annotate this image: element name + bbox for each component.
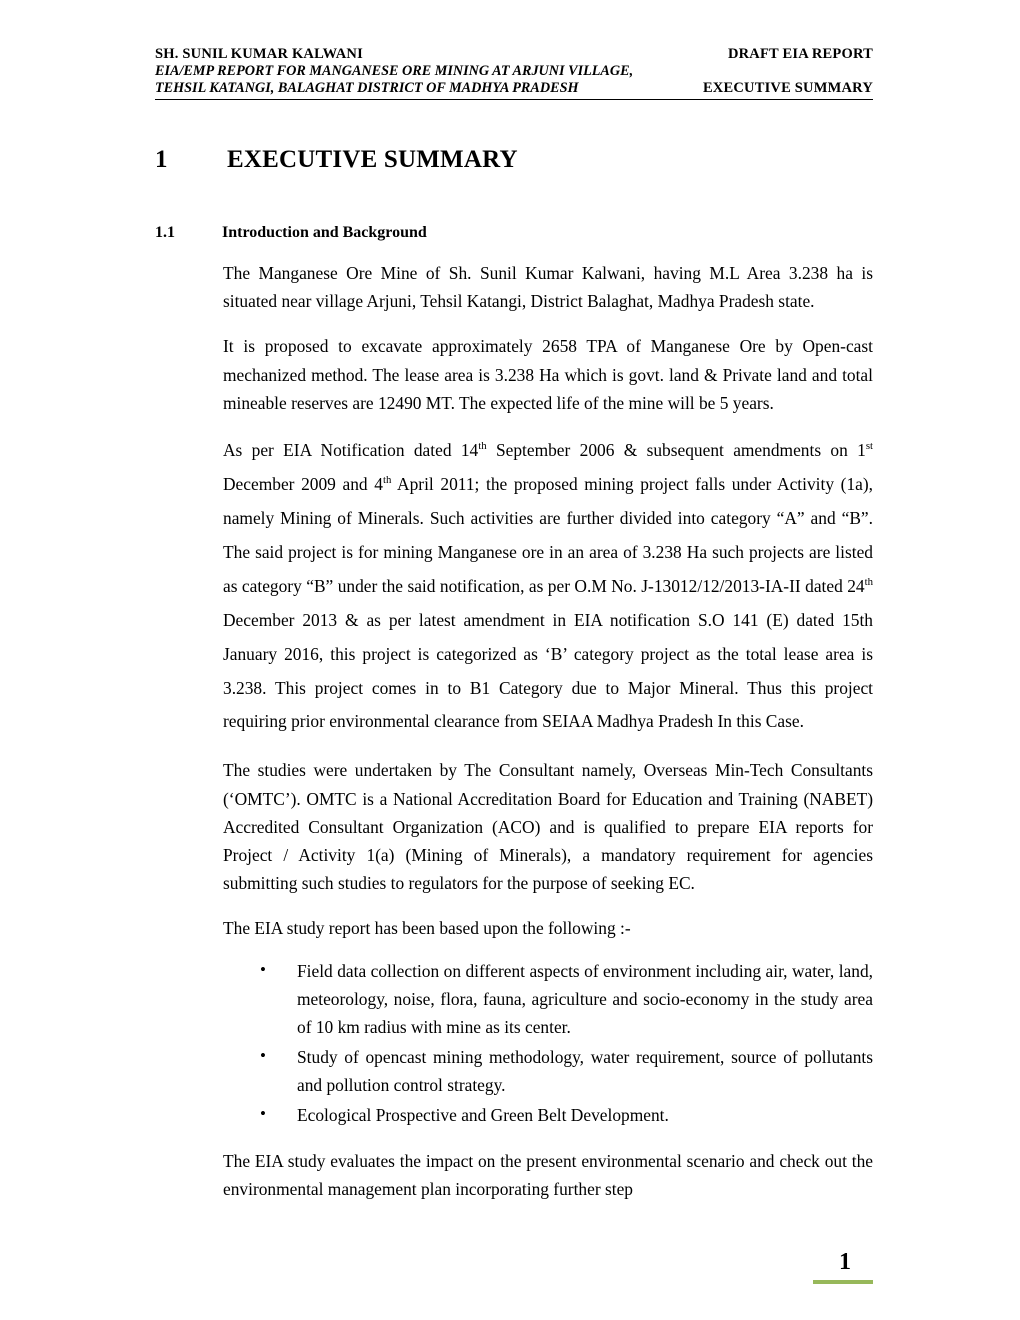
header-line-3 (155, 80, 873, 97)
header-client-name: SH. SUNIL KUMAR KALWANI (155, 46, 363, 62)
section-title: Introduction and Background (222, 224, 427, 241)
page-number: 1 (839, 1249, 851, 1275)
paragraph-notification (223, 434, 873, 739)
notification-sup-2: st (865, 440, 874, 453)
notification-sup-4: th (864, 575, 873, 588)
footer-accent-rule (813, 1280, 873, 1284)
page-footer (155, 1249, 873, 1284)
header-divider (155, 99, 873, 100)
footer-page-number-row (155, 1249, 873, 1276)
chapter-number: 1 (155, 146, 168, 173)
paragraph-impact-evaluation: The EIA study evaluates the impact on the present environmental scenario and check out the environmental management plan incorporating further step (223, 1150, 873, 1199)
page-header (155, 46, 873, 100)
paragraph-excavation: It is proposed to excavate approximately 2658 TPA of Manganese Ore by Open-cast mechanized method. The lease area is 3.238 Ha which is govt. land & Private land and total mineable reserves are 12490 MT. The expected life of the mine will be 5 years. (223, 336, 873, 413)
notification-sup-1: th (478, 440, 487, 453)
paragraph-study-basis: The EIA study report has been based upon the following :- (223, 918, 631, 939)
paragraph-consultant: The studies were undertaken by The Consultant namely, Overseas Min-Tech Consultants (‘OMTC’). OMTC is a National Accreditation Board for Education and Training (NABET) Accredited Consultant Organization (ACO) and is qualified to prepare EIA reports for Project / Activity 1(a) (Mining of Minerals), a mandatory requirement for agencies submitting such studies to regulators for the purpose of seeking EC. (223, 760, 873, 894)
notification-sup-3: th (382, 474, 392, 487)
notification-text-part-1: As per EIA Notification dated 14 (223, 439, 479, 460)
notification-text-part-5: December 2013 & as per latest amendment in EIA notification S.O 141 (E) dated 15th January 2016, this project is categorized as ‘B’ category project as the total lease area is 3.238. This project comes in to B1 Category due to Major Mineral. Thus this project requiring prior environmental clearance from SEIAA Madhya Pradesh In this Case. (223, 609, 873, 732)
header-report-subject-line2: TEHSIL KATANGI, BALAGHAT DISTRICT OF MADHYA PRADESH (155, 80, 579, 96)
notification-text-part-4: April 2011; the proposed mining project falls under Activity (1a), namely Mining of Minerals. Such activities are further divided into category “A” and “B”. The said project is for mining Manganese ore in an area of 3.238 Ha such projects are listed as category “B” under the said notification, as per O.M No. J-13012/12/2013-IA-II dated 24 (223, 473, 874, 596)
list-item: • Study of opencast mining methodology, water requirement, source of pollutants and pollution control strategy. (260, 1043, 873, 1099)
notification-text-part-2: September 2006 & subsequent amendments on 1 (486, 439, 866, 460)
chapter-title: EXECUTIVE SUMMARY (227, 146, 518, 173)
section-number: 1.1 (155, 224, 175, 241)
section-heading (155, 224, 873, 242)
header-report-type: DRAFT EIA REPORT (727, 46, 873, 62)
notification-text-part-3: December 2009 and 4 (223, 473, 383, 494)
paragraph-intro: The Manganese Ore Mine of Sh. Sunil Kumar Kalwani, having M.L Area 3.238 ha is situated near village Arjuni, Tehsil Katangi, District Balaghat, Madhya Pradesh state. (223, 263, 873, 312)
list-item: • Field data collection on different aspects of environment including air, water, land, meteorology, noise, flora, fauna, agriculture and socio-economy in the study area of 10 km radius with mine as its center. (260, 957, 873, 1042)
header-line-2 (155, 63, 873, 80)
study-basis-list (260, 957, 873, 1130)
chapter-heading (155, 146, 873, 174)
header-report-subject-line1: EIA/EMP REPORT FOR MANGANESE ORE MINING AT ARJUNI VILLAGE, (155, 63, 634, 79)
header-section-label: EXECUTIVE SUMMARY (702, 80, 873, 96)
page-content (155, 146, 873, 1203)
list-item: • Ecological Prospective and Green Belt Development. (260, 1101, 873, 1129)
header-line-1 (155, 46, 873, 63)
